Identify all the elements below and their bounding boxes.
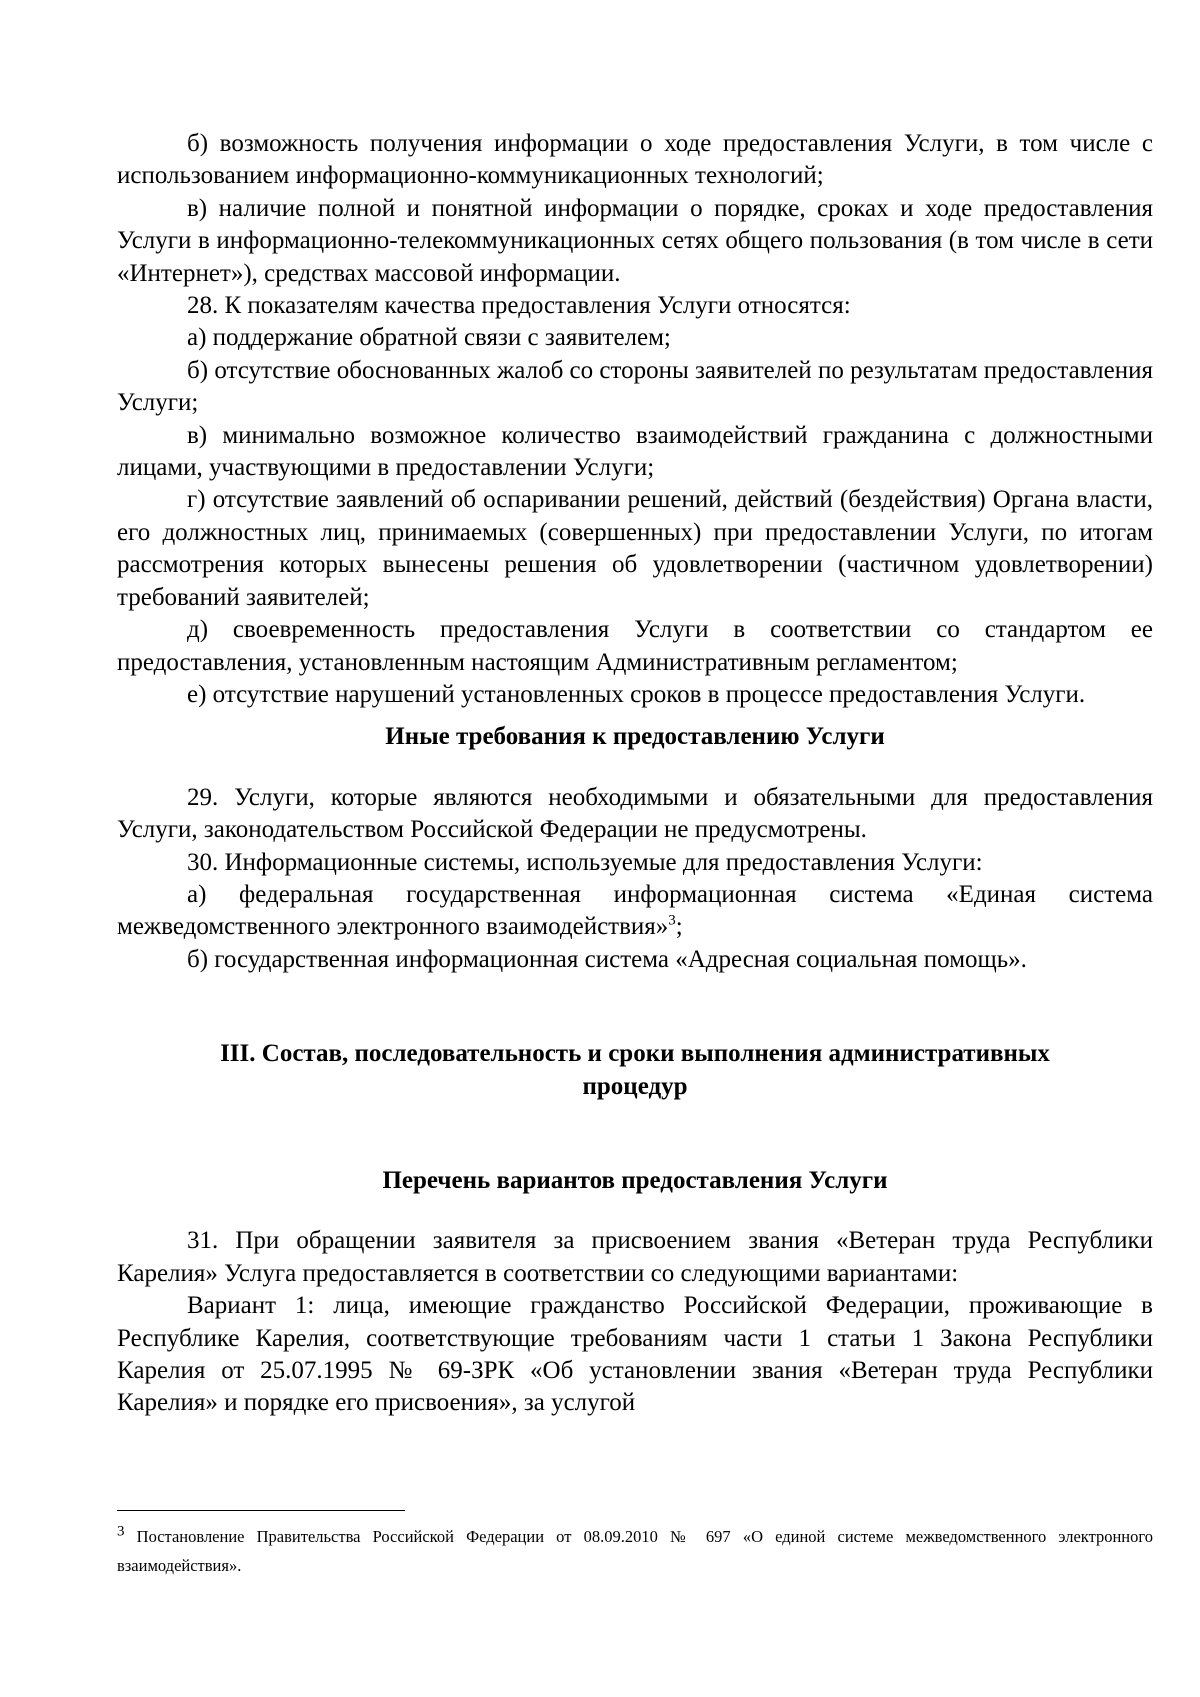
paragraph: 30. Информационные системы, используемые для предоставления Услуги:	[187, 848, 983, 876]
spacer	[117, 976, 1153, 1038]
spacer	[117, 711, 1153, 721]
paragraph: в) минимально возможное количество взаимодействий гражданина с должностными лицами, участвующими в предоставлении Услуги;	[117, 421, 1153, 482]
paragraph: г) отсутствие заявлений об оспаривании решений, действий (бездействия) Органа власти, его должностных лиц, принимаемых (совершенных) при предоставлении Услуги, по итогам рассмотрения которых вынесены решения об удовлетворении (частичном удовлетворении) требований заявителей;	[117, 486, 1153, 611]
document-page	[117, 128, 1153, 1420]
paragraph: 28. К показателям качества предоставления Услуги относятся:	[187, 292, 851, 320]
paragraph-text: а) федеральная государственная информационная система «Единая система межведомственного электронного взаимодействия»	[117, 880, 1153, 941]
paragraph-tail: ;	[675, 913, 683, 941]
footnote	[117, 1522, 1153, 1580]
spacer	[117, 754, 1153, 782]
spacer	[117, 1103, 1153, 1165]
footnote-number: 3	[117, 1523, 125, 1540]
paragraph: а) поддержание обратной связи с заявителем;	[187, 324, 671, 352]
chapter-heading-line: процедур	[582, 1072, 688, 1100]
paragraph: б) возможность получения информации о ходе предоставления Услуги, в том числе с использованием информационно-коммуникационных технологий;	[117, 130, 1153, 190]
footnote-separator	[117, 1510, 405, 1511]
paragraph: б) государственная информационная система «Адресная социальная помощь».	[187, 945, 1027, 973]
chapter-heading-line: III. Состав, последовательность и сроки выполнения административных	[220, 1040, 1050, 1068]
paragraph: 31. При обращении заявителя за присвоением звания «Ветеран труда Республики Карелия» Услуга предоставляется в соответствии со следующими вариантами:	[117, 1227, 1153, 1287]
section-heading: Перечень вариантов предоставления Услуги	[382, 1166, 888, 1194]
section-heading: Иные требования к предоставлению Услуги	[385, 723, 885, 751]
paragraph: Вариант 1: лица, имеющие гражданство Российской Федерации, проживающие в Республике Карелия, соответствующие требованиям части 1 статьи 1 Закона Республики Карелия от 25.07.1995 № 69-ЗРК «Об установлении звания «Ветеран труда Республики Карелия» и порядке его присвоения», за услугой	[117, 1292, 1153, 1417]
paragraph: е) отсутствие нарушений установленных сроков в процессе предоставления Услуги.	[187, 680, 1086, 708]
paragraph: 29. Услуги, которые являются необходимыми и обязательными для предоставления Услуги, законодательством Российской Федерации не предусмотрены.	[117, 783, 1153, 844]
paragraph: б) отсутствие обоснованных жалоб со стороны заявителей по результатам предоставления Услуги;	[117, 356, 1153, 417]
footnote-text: Постановление Правительства Российской Федерации от 08.09.2010 № 697 «О единой системе межведомственного электронного взаимодействия».	[117, 1527, 1153, 1575]
paragraph	[117, 879, 1153, 944]
paragraph: д) своевременность предоставления Услуги в соответствии со стандартом ее предоставления, установленным настоящим Административным регламентом;	[117, 616, 1153, 676]
footnote-reference[interactable]: 3	[668, 913, 676, 930]
spacer	[117, 1197, 1153, 1225]
paragraph: в) наличие полной и понятной информации о порядке, сроках и ходе предоставления Услуги в информационно-телекоммуникационных сетях общего пользования (в том числе в сети «Интернет»), средствах массовой информации.	[117, 194, 1153, 287]
